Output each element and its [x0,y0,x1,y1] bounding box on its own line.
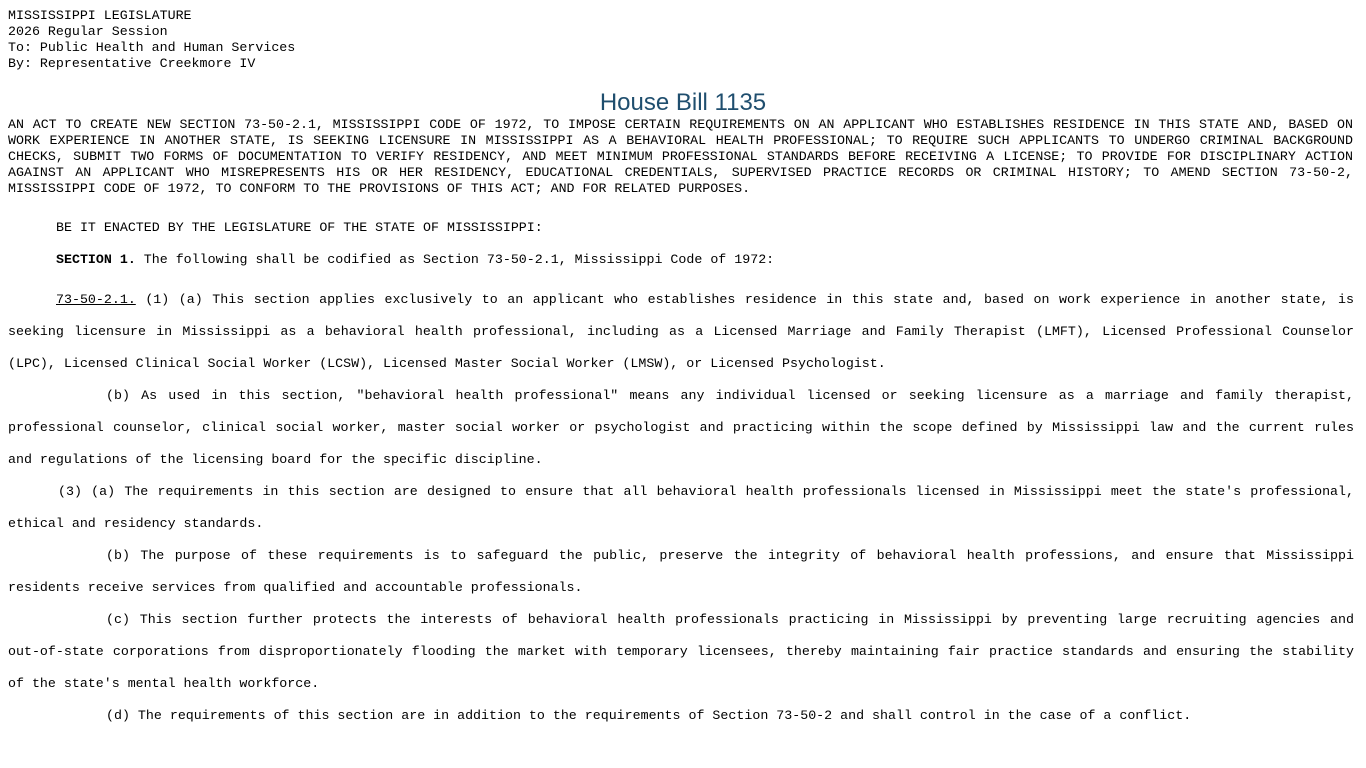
section-intro: The following shall be codified as Section 73-50-2.1, Mississippi Code of 1972: [135,252,775,267]
bill-body [8,220,1354,732]
legislature-name: MISSISSIPPI LEGISLATURE [8,8,192,23]
paragraph-1a [8,284,1354,380]
committee-referral: To: Public Health and Human Services [8,40,296,55]
paragraph-3a: (3) (a) The requirements in this section are designed to ensure that all behavioral health professionals licensed in Mississippi meet the state's professional, ethical and residency standards. [8,484,1354,531]
session-name: 2026 Regular Session [8,24,168,39]
paragraph-1b: (b) As used in this section, "behavioral health professional" means any individual licensed or seeking licensure as a marriage and family therapist, professional counselor, clinical social worker, master social worker or psychologist and practicing within the scope defined by Mississippi law and the current rules and regulations of the licensing board for the specific discipline. [8,388,1354,467]
bill-title: House Bill 1135 [599,89,767,116]
act-title: AN ACT TO CREATE NEW SECTION 73-50-2.1, MISSISSIPPI CODE OF 1972, TO IMPOSE CERTAIN REQUIREMENTS ON AN APPLICANT WHO ESTABLISHES RESIDENCE IN THIS STATE AND, BASED ON WORK EXPERIENCE IN ANOTHER STATE, IS SEEKING LICENSURE IN MISSISSIPPI AS A BEHAVIORAL HEALTH PROFESSIONAL; TO REQUIRE SUCH APPLICANTS TO UNDERGO CRIMINAL BACKGROUND CHECKS, SUBMIT TWO FORMS OF DOCUMENTATION TO VERIFY RESIDENCY, AND MEET MINIMUM PROFESSIONAL STANDARDS BEFORE RECEIVING A LICENSE; TO PROVIDE FOR DISCIPLINARY ACTION AGAINST AN APPLICANT WHO MISREPRESENTS HIS OR HER RESIDENCY, EDUCATIONAL CREDENTIALS, SUPERVISED PRACTICE RECORDS OR CRIMINAL HISTORY; TO AMEND SECTION 73-50-2, MISSISSIPPI CODE OF 1972, TO CONFORM TO THE PROVISIONS OF THIS ACT; AND FOR RELATED PURPOSES. [8,117,1353,196]
paragraph-3c: (c) This section further protects the interests of behavioral health professionals practicing in Mississippi by preventing large recruiting agencies and out-of-state corporations from disproportionately flooding the market with temporary licensees, thereby maintaining fair practice standards and ensuring the stability of the state's mental health workforce. [8,612,1354,691]
code-section-number: 73-50-2.1. [56,292,136,307]
bill-sponsor: By: Representative Creekmore IV [8,56,256,71]
section-heading [8,252,1354,268]
enacting-clause: BE IT ENACTED BY THE LEGISLATURE OF THE STATE OF MISSISSIPPI: [56,220,543,235]
section-label: SECTION 1. [56,252,136,267]
paragraph-3d: (d) The requirements of this section are in addition to the requirements of Section 73-50-2 and shall control in the case of a conflict. [106,708,1192,723]
bill-header [8,8,295,72]
paragraph-3b: (b) The purpose of these requirements is to safeguard the public, preserve the integrity of behavioral health professions, and ensure that Mississippi residents receive services from qualified and accountable professionals. [8,548,1354,595]
paragraph-1a-text: (1) (a) This section applies exclusively to an applicant who establishes residence in this state and, based on work experience in another state, is seeking licensure in Mississippi as a behavioral health professional, including as a Licensed Marriage and Family Therapist (LMFT), Licensed Professional Counselor (LPC), Licensed Clinical Social Worker (LCSW), Licensed Master Social Worker (LMSW), or Licensed Psychologist. [8,292,1354,371]
